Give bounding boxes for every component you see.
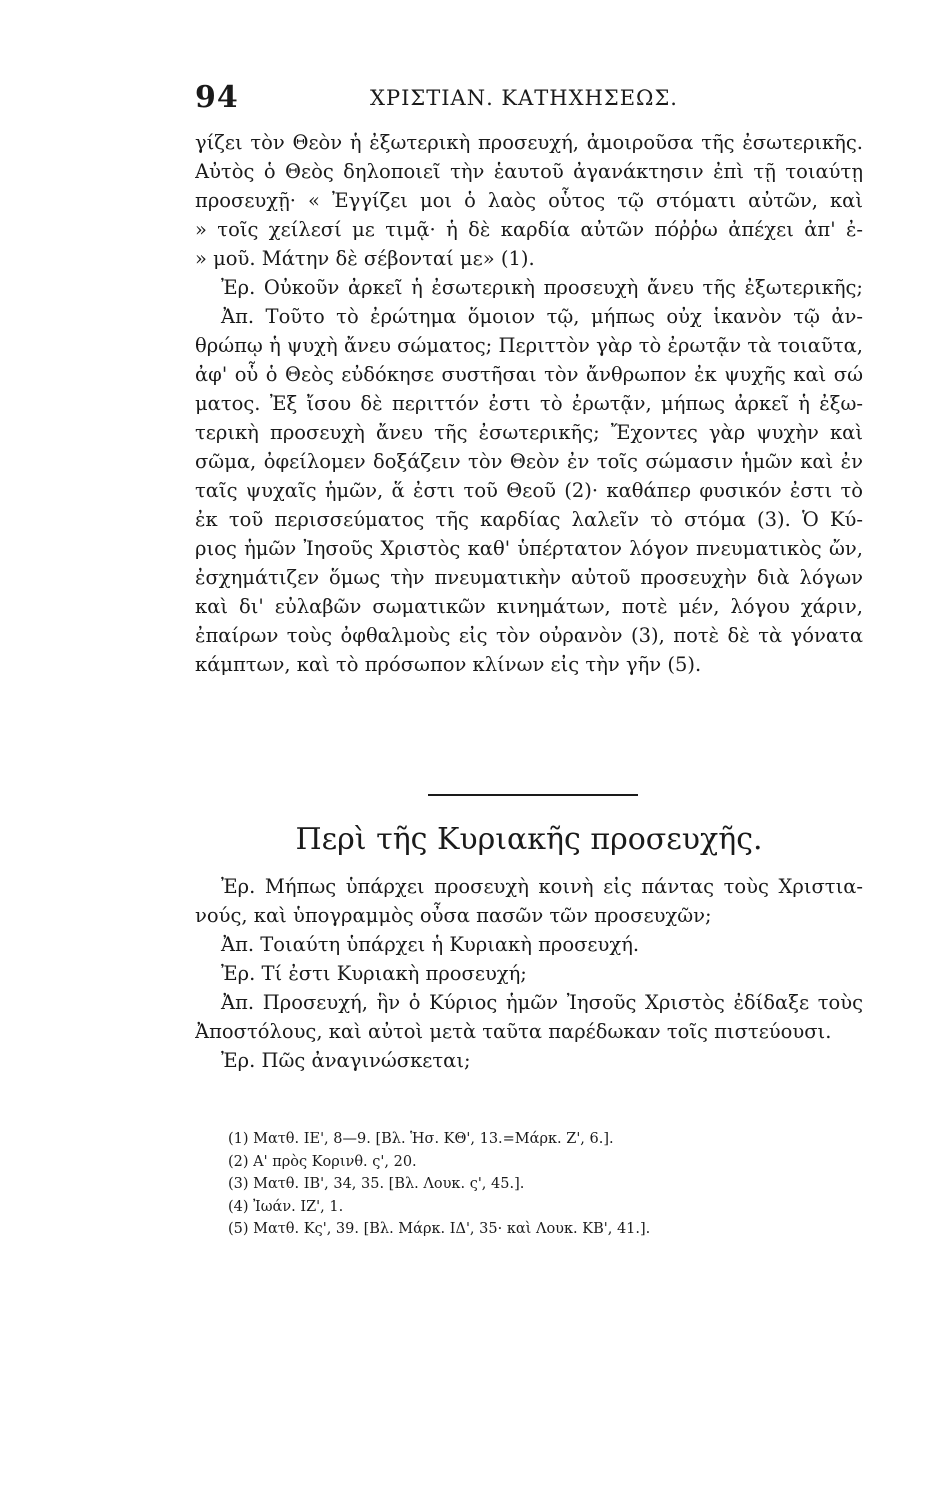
- text-line: γίζει τὸν Θεὸν ἡ ἐξωτερικὴ προσευχή, ἀμοιροῦσα τῆς ἐσωτερικῆς.: [195, 131, 863, 154]
- footnote: (4) Ἰωάν. ΙΖ', 1.: [228, 1198, 344, 1215]
- text-line: προσευχῇ· « Ἐγγίζει μοι ὁ λαὸς οὗτος τῷ στόματι αὐτῶν, καὶ: [195, 189, 863, 212]
- answer-line: Ἀπ. Τοῦτο τὸ ἐρώτημα ὅμοιον τῷ, μήπως οὐχ ἱκανὸν τῷ ἀν-: [221, 305, 863, 328]
- text-line: σῶμα, ὀφείλομεν δοξάζειν τὸν Θεὸν ἐν τοῖς σώμασιν ἡμῶν καὶ ἐν: [195, 450, 863, 473]
- text-line: ταῖς ψυχαῖς ἡμῶν, ἅ ἐστι τοῦ Θεοῦ (2)· καθάπερ φυσικόν ἐστι τὸ: [195, 479, 863, 502]
- text-line: ἀφ' οὗ ὁ Θεὸς εὐδόκησε συστῆσαι τὸν ἄνθρωπον ἐκ ψυχῆς καὶ σώ: [195, 363, 863, 386]
- text-line: Αὐτὸς ὁ Θεὸς δηλοποιεῖ τὴν ἑαυτοῦ ἀγανάκτησιν ἐπὶ τῇ τοιαύτῃ: [195, 160, 863, 183]
- page-number: 94: [195, 80, 239, 115]
- question-line: Ἐρ. Πῶς ἀναγινώσκεται;: [221, 1049, 471, 1072]
- footnote: (3) Ματθ. ΙΒ', 34, 35. [Βλ. Λουκ. ς', 45.].: [228, 1176, 525, 1192]
- second-text-section: [195, 872, 863, 1075]
- text-line: καὶ δι' εὐλαβῶν σωματικῶν κινημάτων, ποτὲ μέν, λόγου χάριν,: [195, 595, 863, 618]
- section-divider: [428, 794, 638, 796]
- text-line: ἐκ τοῦ περισσεύματος τῆς καρδίας λαλεῖν τὸ στόμα (3). Ὁ Κύ-: [195, 508, 863, 531]
- footnotes: [228, 1128, 848, 1241]
- text-line: κάμπτων, καὶ τὸ πρόσωπον κλίνων εἰς τὴν γῆν (5).: [195, 653, 702, 676]
- question-line: Ἐρ. Οὐκοῦν ἀρκεῖ ἡ ἐσωτερικὴ προσευχὴ ἄνευ τῆς ἐξωτερικῆς;: [221, 276, 863, 299]
- text-line: ἐσχημάτιζεν ὅμως τὴν πνευματικὴν αὐτοῦ προσευχὴν διὰ λόγων: [195, 566, 863, 589]
- text-line: » μοῦ. Μάτην δὲ σέβονταί με» (1).: [195, 247, 535, 270]
- text-line: Ἀποστόλους, καὶ αὐτοὶ μετὰ ταῦτα παρέδωκαν τοῖς πιστεύουσι.: [195, 1020, 832, 1043]
- text-line: ριος ἡμῶν Ἰησοῦς Χριστὸς καθ' ὑπέρτατον λόγον πνευματικὸς ὤν,: [195, 537, 863, 560]
- main-text-section: [195, 128, 863, 679]
- footnote: (5) Ματθ. Κς', 39. [Βλ. Μάρκ. ΙΔ', 35· καὶ Λουκ. ΚΒ', 41.].: [228, 1221, 651, 1237]
- text-line: ἐπαίρων τοὺς ὀφθαλμοὺς εἰς τὸν οὐρανὸν (3), ποτὲ δὲ τὰ γόνατα: [195, 624, 863, 647]
- text-line: » τοῖς χείλεσί με τιμᾷ· ἡ δὲ καρδία αὐτῶν πόῤῥω ἀπέχει ἀπ' ἐ-: [195, 218, 863, 241]
- text-line: νούς, καὶ ὑπογραμμὸς οὖσα πασῶν τῶν προσευχῶν;: [195, 904, 712, 927]
- footnote: (1) Ματθ. ΙΕ', 8—9. [Βλ. Ἡσ. ΚΘ', 13.=Μάρκ. Ζ', 6.].: [228, 1131, 614, 1147]
- section-heading: Περὶ τῆς Κυριακῆς προσευχῆς.: [295, 822, 763, 857]
- running-title: ΧΡΙΣΤΙΑΝ. ΚΑΤΗΧΗΣΕΩΣ.: [370, 86, 678, 110]
- answer-line: Ἀπ. Προσευχή, ἣν ὁ Κύριος ἡμῶν Ἰησοῦς Χριστὸς ἐδίδαξε τοὺς: [221, 991, 863, 1014]
- text-line: θρώπῳ ἡ ψυχὴ ἄνευ σώματος; Περιττὸν γὰρ τὸ ἐρωτᾷν τὰ τοιαῦτα,: [195, 334, 863, 357]
- question-line: Ἐρ. Τί ἐστι Κυριακὴ προσευχή;: [221, 962, 527, 985]
- answer-line: Ἀπ. Τοιαύτη ὑπάρχει ἡ Κυριακὴ προσευχή.: [221, 933, 640, 956]
- footnote: (2) Α' πρὸς Κορινθ. ς', 20.: [228, 1153, 417, 1170]
- question-line: Ἐρ. Μήπως ὑπάρχει προσευχὴ κοινὴ εἰς πάντας τοὺς Χριστια-: [221, 875, 863, 898]
- text-line: τερικὴ προσευχὴ ἄνευ τῆς ἐσωτερικῆς; Ἔχοντες γὰρ ψυχὴν καὶ: [195, 421, 863, 444]
- text-line: ματος. Ἐξ ἴσου δὲ περιττόν ἐστι τὸ ἐρωτᾷν, μήπως ἀρκεῖ ἡ ἐξω-: [195, 392, 863, 415]
